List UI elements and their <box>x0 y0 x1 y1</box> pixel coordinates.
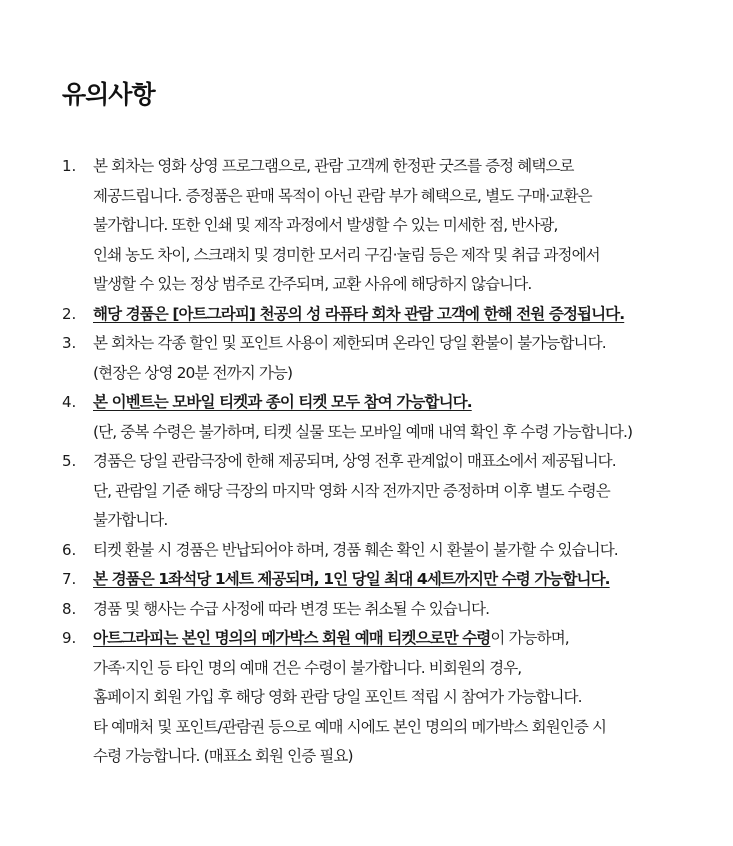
item-line: (단, 중복 수령은 불가하며, 티켓 실물 또는 모바일 예매 내역 확인 후 수령 가능합니다.) <box>93 422 633 441</box>
notice-item-4 <box>62 388 702 447</box>
item-line-emphasis: 해당 경품은 [아트그라피] 천공의 성 라퓨타 회차 관람 고객에 한해 전원 증정됩니다. <box>93 304 625 323</box>
item-text <box>93 388 702 447</box>
notice-item-7 <box>62 565 702 595</box>
item-line: 티켓 환불 시 경품은 반납되어야 하며, 경품 훼손 확인 시 환불이 불가할 수 있습니다. <box>93 540 618 559</box>
item-number: 9. <box>62 629 77 647</box>
item-text <box>93 565 702 595</box>
item-line: 본 회차는 각종 할인 및 포인트 사용이 제한되며 온라인 당일 환불이 불가능합니다. <box>93 334 606 352</box>
item-text <box>93 152 702 300</box>
item-line: 본 회차는 영화 상영 프로그램으로, 관람 고객께 한정판 굿즈를 증정 혜택으로 <box>93 157 574 175</box>
item-line: 홈페이지 회원 가입 후 해당 영화 관람 당일 포인트 적립 시 참여가 가능합니다. <box>93 688 582 706</box>
item-line: 제공드립니다. 증정품은 판매 목적이 아닌 관람 부가 혜택으로, 별도 구매·교환은 <box>93 186 592 205</box>
notice-section <box>62 78 702 772</box>
item-line-emphasis: 본 경품은 1좌석당 1세트 제공되며, 1인 당일 최대 4세트까지만 수령 가능합니다. <box>93 570 610 588</box>
item-line-mixed <box>93 624 702 654</box>
notice-item-6 <box>62 536 702 566</box>
item-line: 단, 관람일 기준 해당 극장의 마지막 영화 시작 전까지만 증정하며 이후 별도 수령은 <box>93 481 610 500</box>
item-emphasis: 아트그라피는 본인 명의의 메가박스 회원 예매 티켓으로만 수령 <box>93 629 491 647</box>
notice-item-1 <box>62 152 702 300</box>
item-line: 불가합니다. <box>93 511 168 529</box>
item-text <box>93 447 702 536</box>
item-text <box>93 300 702 330</box>
item-line: 타 예매처 및 포인트/관람권 등으로 예매 시에도 본인 명의의 메가박스 회원인증 시 <box>93 717 607 736</box>
notice-item-5 <box>62 447 702 536</box>
item-line: 발생할 수 있는 정상 범주로 간주되며, 교환 사유에 해당하지 않습니다. <box>93 275 532 293</box>
item-line: 인쇄 농도 차이, 스크래치 및 경미한 모서리 구김·눌림 등은 제작 및 취급 과정에서 <box>93 245 600 264</box>
notice-item-3 <box>62 329 702 388</box>
notice-item-8 <box>62 595 702 625</box>
item-line-rest: 이 가능하며, <box>490 629 569 647</box>
item-text <box>93 595 702 625</box>
item-text <box>93 536 702 566</box>
notice-title: 유의사항 <box>62 80 155 109</box>
item-line: 가족·지인 등 타인 명의 예매 건은 수령이 불가합니다. 비회원의 경우, <box>93 658 522 677</box>
item-line-emphasis: 본 이벤트는 모바일 티켓과 종이 티켓 모두 참여 가능합니다. <box>93 393 472 411</box>
item-text <box>93 624 702 772</box>
item-number: 7. <box>62 570 77 588</box>
item-line: (현장은 상영 20분 전까지 가능) <box>93 363 293 382</box>
item-number: 2. <box>62 304 77 323</box>
item-number: 8. <box>62 599 77 618</box>
item-line: 불가합니다. 또한 인쇄 및 제작 과정에서 발생할 수 있는 미세한 점, 반사광, <box>93 216 558 234</box>
item-line: 수령 가능합니다. (매표소 회원 인증 필요) <box>93 747 353 765</box>
item-number: 6. <box>62 540 77 559</box>
item-number: 3. <box>62 334 77 352</box>
item-text <box>93 329 702 388</box>
item-line: 경품은 당일 관람극장에 한해 제공되며, 상영 전후 관계없이 매표소에서 제공됩니다. <box>93 452 616 470</box>
notice-list <box>62 152 702 772</box>
notice-item-2 <box>62 300 702 330</box>
item-number: 1. <box>62 157 77 175</box>
notice-item-9 <box>62 624 702 772</box>
item-number: 5. <box>62 452 77 470</box>
item-number: 4. <box>62 393 77 411</box>
item-line: 경품 및 행사는 수급 사정에 따라 변경 또는 취소될 수 있습니다. <box>93 599 490 618</box>
